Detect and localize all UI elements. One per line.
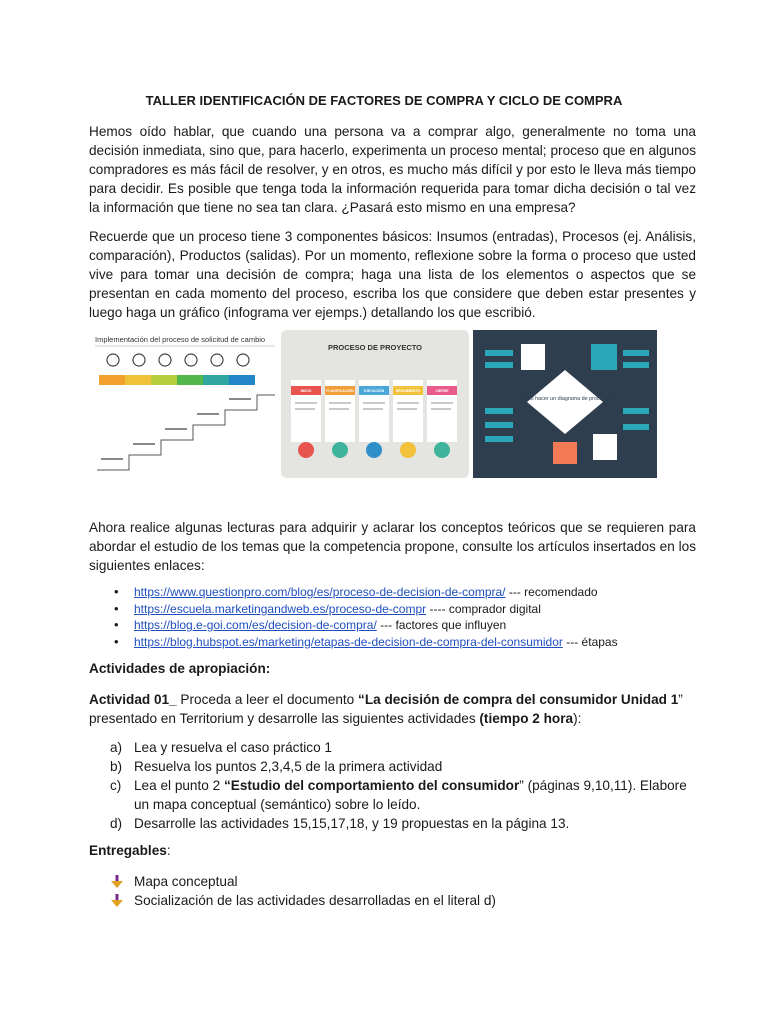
reference-link[interactable]: https://blog.hubspot.es/marketing/etapas-de-decision-de-compra-del-consumidor: [134, 634, 563, 649]
activity-text: ”: [678, 692, 683, 707]
activity-time: (tiempo 2 hora: [479, 711, 574, 726]
deliverable-text: Mapa conceptual: [134, 874, 238, 889]
activities-heading: Actividades de apropiación:: [89, 661, 271, 676]
activity-paragraph: [89, 690, 696, 728]
process-paragraph: Recuerde que un proceso tiene 3 componentes básicos: Insumos (entradas), Procesos (ej. Análisis, comparación), Productos (salidas). Por un momento, reflexione sobre la forma o proceso que usted vive para tomar una decisión de compra; haga una lista de los elementos o aspectos que se presentan en cada momento del proceso, escriba los que considere que deben estar presentes y luego haga un gráfico (infograma ver ejemps.) detallando los que escribió.: [89, 229, 696, 320]
list-marker: d): [110, 816, 123, 831]
step-label: CIERRE: [435, 389, 449, 393]
activity-text: Proceda a leer el documento: [176, 692, 359, 707]
document-name: “La decisión de compra del consumidor Unidad 1: [358, 692, 679, 707]
list-item: [89, 584, 696, 601]
document-title: TALLER IDENTIFICACIÓN DE FACTORES DE COMPRA Y CICLO DE COMPRA: [145, 93, 623, 108]
deliverables-heading-text: Entregables: [89, 843, 167, 858]
list-item: [89, 891, 696, 910]
link-note: --- étapas: [566, 634, 618, 649]
step-label: SEGUIMIENTO: [395, 389, 421, 393]
task-bold-text: “Estudio del comportamiento del consumidor: [223, 778, 520, 793]
arrow-down-bullet-icon: [111, 894, 123, 907]
example-infographics: [89, 330, 657, 478]
task-text: Resuelva los puntos 2,3,4,5 de la primera actividad: [134, 759, 443, 774]
deliverables-heading: [89, 843, 171, 858]
step-label: EJECUCIÓN: [363, 389, 385, 393]
reference-links-list: [89, 584, 696, 650]
task-text: Lea y resuelva el caso práctico 1: [134, 740, 332, 755]
intro-paragraph: Hemos oído hablar, que cuando una persona va a comprar algo, generalmente no toma una decisión inmediata, sino que, para hacerlo, experimenta un proceso mental; proceso que en algunos compradores es más fácil de resolver, y en otros, es mucho más difícil y por esto le lleva más tiempo para decidir. Es posible que tenga toda la información requerida para tomar dicha decisión o tal vez la información que tiene no sea tan clara. ¿Pasará esto mismo en una empresa?: [89, 124, 696, 215]
infographic-project-process: [281, 330, 469, 478]
list-item: [89, 872, 696, 891]
diagram-question: ¿Cómo hacer un diagrama de procesos?: [516, 396, 614, 402]
arrow-down-bullet-icon: [111, 875, 123, 888]
step-label: INICIO: [300, 389, 312, 393]
activity-text: presentado en Territorium y desarrolle las siguientes actividades: [89, 711, 480, 726]
task-text: Lea el punto 2: [134, 778, 224, 793]
list-item: [89, 738, 696, 757]
infographic-change-request: [89, 330, 279, 478]
list-marker: b): [110, 759, 123, 774]
link-note: --- recomendado: [508, 585, 598, 599]
infographic-process-diagram: [473, 330, 657, 478]
deliverable-text: Socialización de las actividades desarrolladas en el literal d): [134, 893, 496, 908]
list-item: [89, 634, 696, 651]
list-marker: c): [110, 778, 122, 793]
activity-text: ):: [573, 711, 582, 726]
list-marker: a): [110, 740, 123, 755]
activity-label: Actividad 01_: [89, 692, 177, 707]
readings-paragraph: Ahora realice algunas lecturas para adquirir y aclarar los conceptos teóricos que se requieren para abordar el estudio de los temas que la competencia propone, consulte los artículos insertados en los siguientes enlaces:: [89, 520, 696, 573]
list-item: [89, 757, 696, 776]
reference-link[interactable]: https://blog.e-goi.com/es/decision-de-compra/: [134, 618, 377, 632]
link-note: --- factores que influyen: [380, 618, 507, 632]
infographic-title: Implementación del proceso de solicitud de cambio: [95, 335, 266, 344]
list-item: [89, 617, 696, 634]
deliverables-colon: :: [166, 843, 171, 858]
project-process-diagram: [281, 330, 469, 478]
list-item: [89, 776, 696, 814]
staircase-diagram: [89, 330, 279, 478]
project-process-title: PROCESO DE PROYECTO: [327, 343, 423, 352]
reference-link[interactable]: https://www.questionpro.com/blog/es/proceso-de-decision-de-compra/: [134, 585, 506, 599]
step-label: PLANIFICACIÓN: [326, 389, 354, 393]
task-text: ” (páginas 9,10,11). Elabore un mapa conceptual (semántico) sobre lo leído.: [134, 778, 687, 812]
deliverables-list: [89, 872, 696, 910]
task-text: Desarrolle las actividades 15,15,17,18, y 19 propuestas en la página 13.: [134, 816, 570, 831]
activity-tasks-list: [89, 738, 696, 833]
link-note: ---- comprador digital: [429, 601, 541, 616]
list-item: [89, 814, 696, 833]
process-diagram-illustration: [473, 330, 657, 478]
list-item: [89, 601, 696, 618]
reference-link[interactable]: https://escuela.marketingandweb.es/proceso-de-compr: [134, 601, 427, 616]
